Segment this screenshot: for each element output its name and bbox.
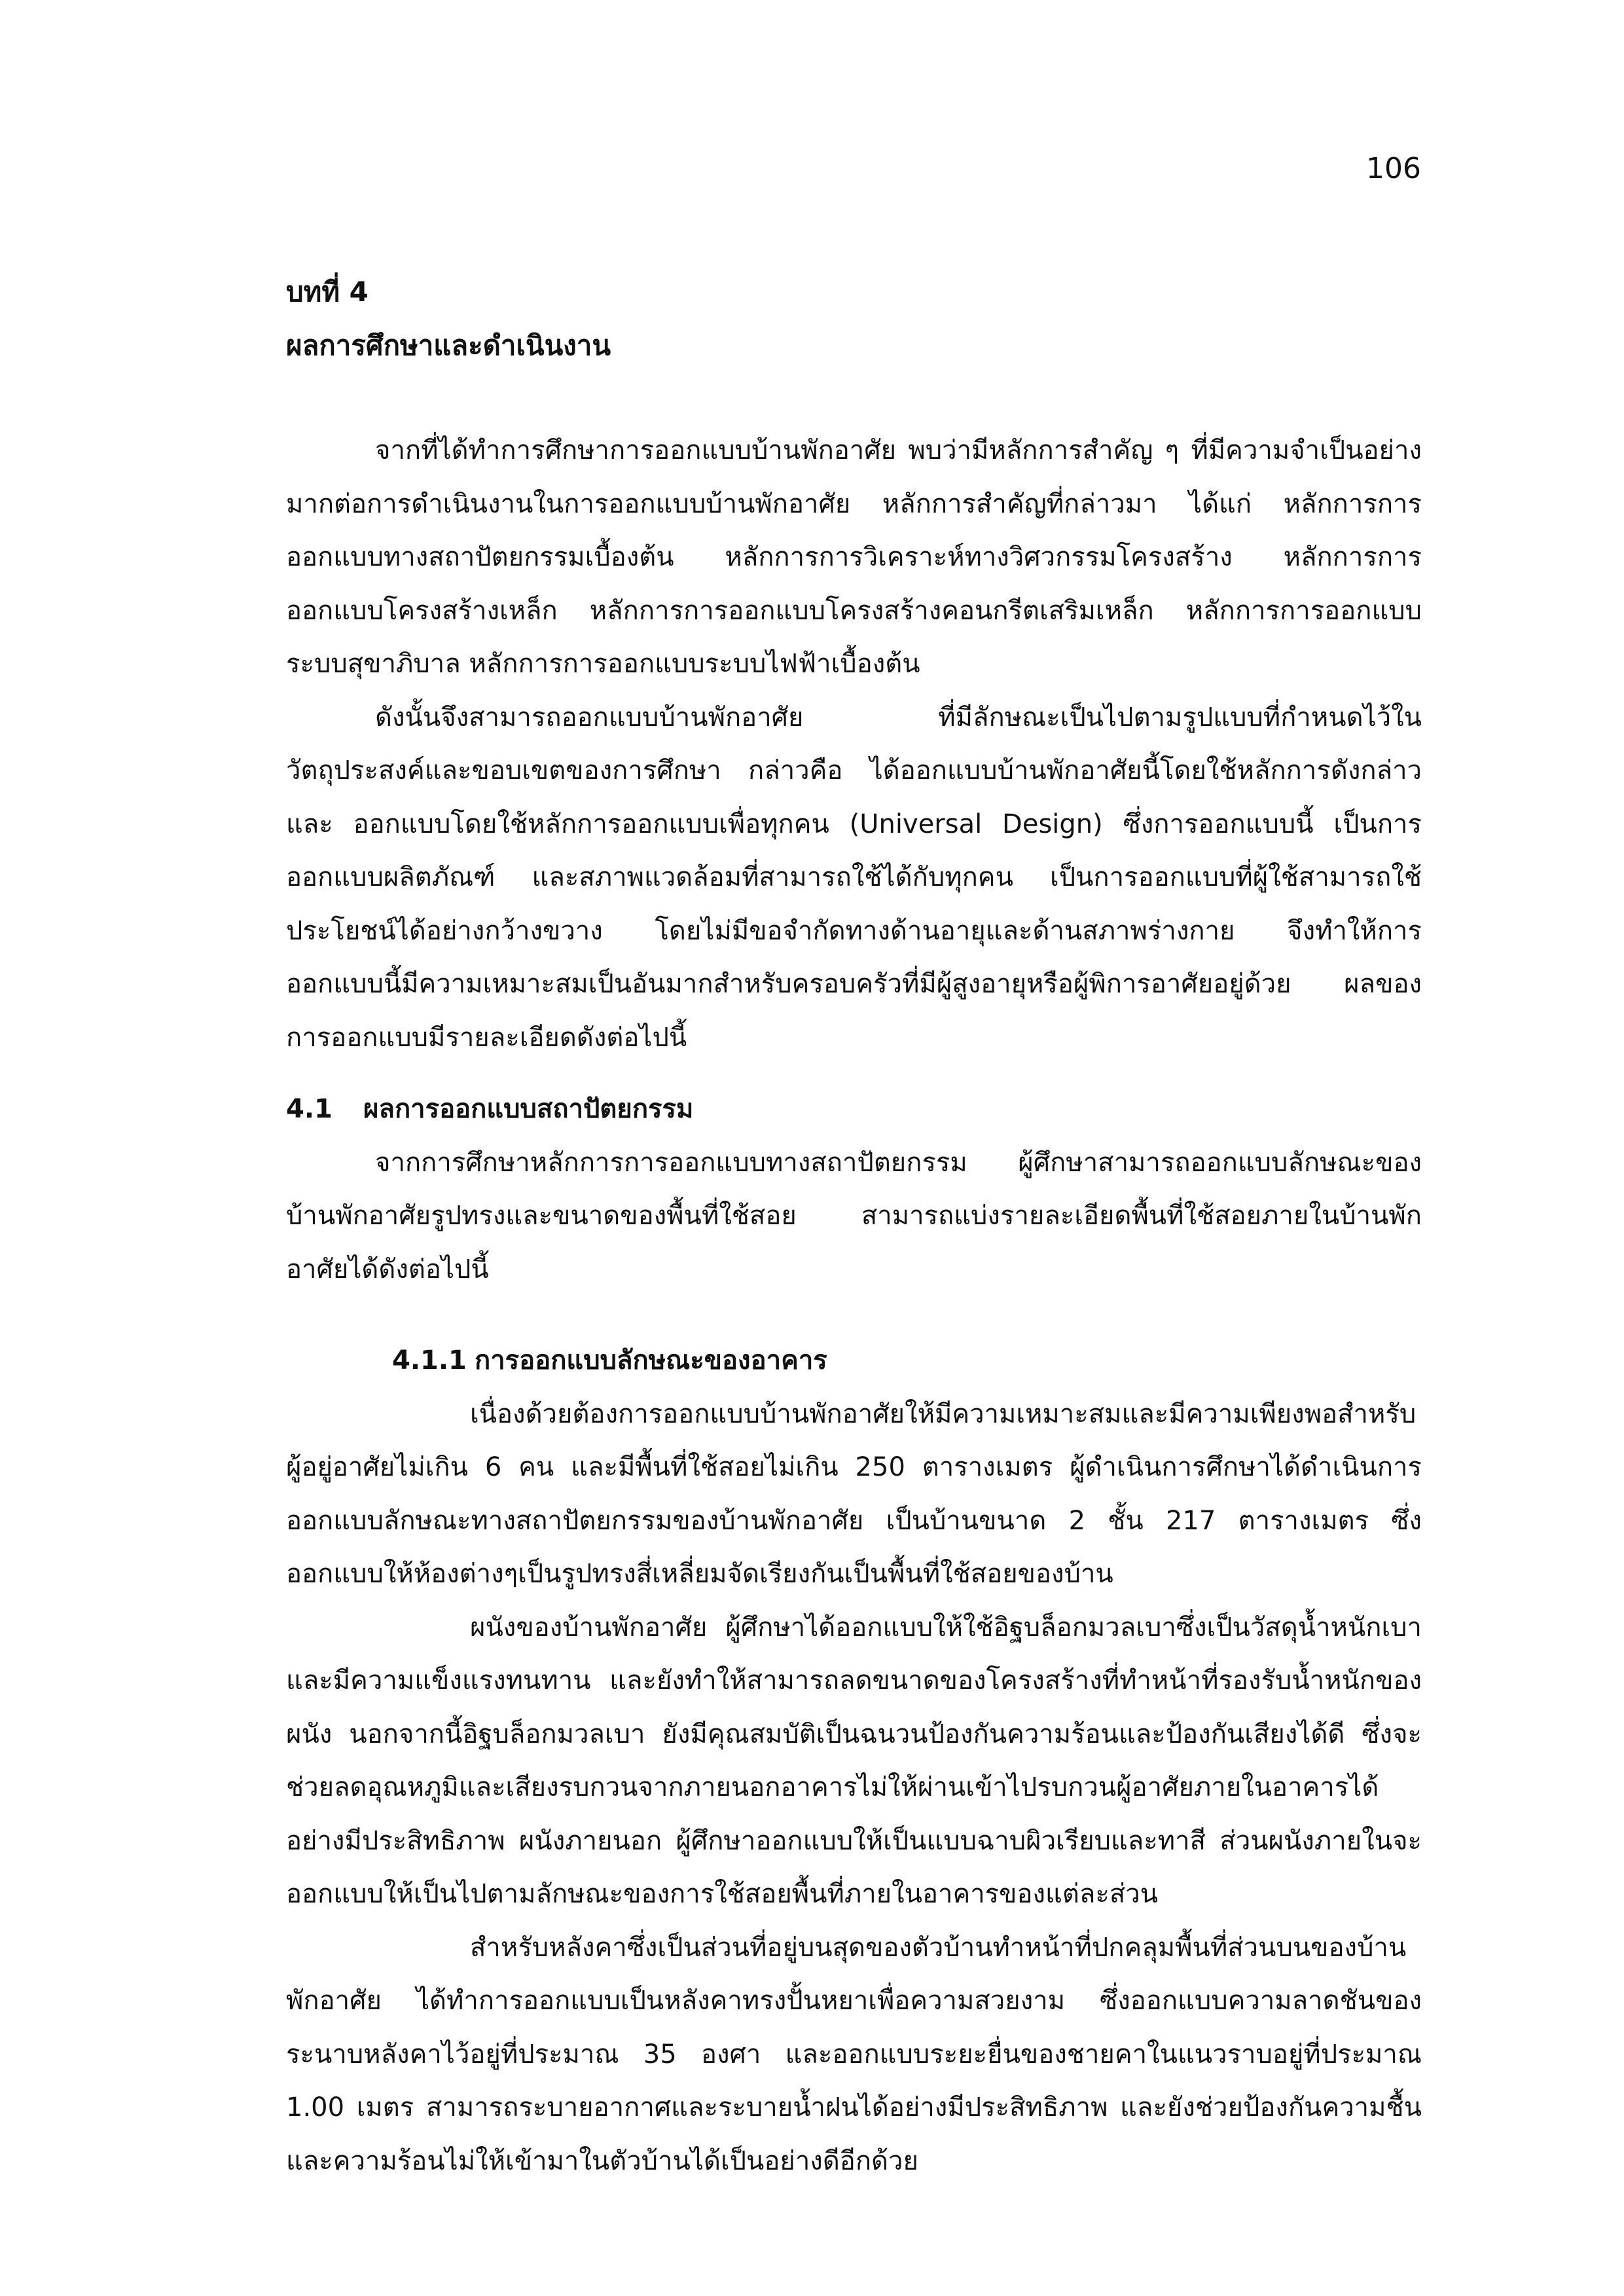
- section-4-1-1-paragraph-2: ผนังของบ้านพักอาศัย ผู้ศึกษาได้ออกแบบให้ใช้อิฐบล็อกมวลเบาซึ่งเป็นวัสดุน้ำหนักเบาและมีความแข็งแรงทนทาน และยังทำให้สามารถลดขนาดของโครงสร้างที่ทำหน้าที่รองรับน้ำหนักของผนัง นอกจากนี้อิฐบล็อกมวลเบา ยังมีคุณสมบัติเป็นฉนวนป้องกันความร้อนและป้องกันเสียงได้ดี ซึ่งจะช่วยลดอุณหภูมิและเสียงรบกวนจากภายนอกอาคารไม่ให้ผ่านเข้าไปรบกวนผู้อาศัยภายในอาคารได้อย่างมีประสิทธิภาพ ผนังภายนอก ผู้ศึกษาออกแบบให้เป็นแบบฉาบผิวเรียบและทาสี ส่วนผนังภายในจะออกแบบให้เป็นไปตามลักษณะของการใช้สอยพื้นที่ภายในอาคารของแต่ละส่วน: [286, 1612, 1422, 1909]
- section-4-1-title: ผลการออกแบบสถาปัตยกรรม: [363, 1094, 694, 1124]
- section-4-1-paragraph: จากการศึกษาหลักการการออกแบบทางสถาปัตยกรรม ผู้ศึกษาสามารถออกแบบลักษณะของบ้านพักอาศัยรูปทรงและขนาดของพื้นที่ใช้สอย สามารถแบ่งรายละเอียดพื้นที่ใช้สอยภายในบ้านพักอาศัยได้ดังต่อไปนี้: [286, 1147, 1422, 1285]
- section-4-1-1-title: การออกแบบลักษณะของอาคาร: [475, 1345, 827, 1376]
- chapter-number: บทที่ 4: [286, 276, 369, 308]
- document-body: [286, 265, 1422, 2188]
- intro-paragraph-1: จากที่ได้ทำการศึกษาการออกแบบบ้านพักอาศัย พบว่ามีหลักการสำคัญ ๆ ที่มีความจำเป็นอย่างมากต่อการดำเนินงานในการออกแบบบ้านพักอาศัย หลักการสำคัญที่กล่าวมา ได้แก่ หลักการการออกแบบทางสถาปัตยกรรมเบื้องต้น หลักการการวิเคราะห์ทางวิศวกรรมโครงสร้าง หลักการการออกแบบโครงสร้างเหล็ก หลักการการออกแบบโครงสร้างคอนกรีตเสริมเหล็ก หลักการการออกแบบระบบสุขาภิบาล หลักการการออกแบบระบบไฟฟ้าเบื้องต้น: [286, 435, 1422, 679]
- page-number: 106: [1366, 152, 1421, 185]
- section-4-1-number: 4.1: [286, 1094, 333, 1124]
- intro-paragraph-2: ดังนั้นจึงสามารถออกแบบบ้านพักอาศัย ที่มีลักษณะเป็นไปตามรูปแบบที่กำหนดไว้ในวัตถุประสงค์และขอบเขตของการศึกษา กล่าวคือ ได้ออกแบบบ้านพักอาศัยนี้โดยใช้หลักการดังกล่าว และ ออกแบบโดยใช้หลักการออกแบบเพื่อทุกคน (Universal Design) ซึ่งการออกแบบนี้ เป็นการออกแบบผลิตภัณฑ์ และสภาพแวดล้อมที่สามารถใช้ได้กับทุกคน เป็นการออกแบบที่ผู้ใช้สามารถใช้ประโยชน์ได้อย่างกว้างขวาง โดยไม่มีขอจำกัดทางด้านอายุและด้านสภาพร่างกาย จึงทำให้การออกแบบนี้มีความเหมาะสมเป็นอันมากสำหรับครอบครัวที่มีผู้สูงอายุหรือผู้พิการอาศัยอยู่ด้วย ผลของการออกแบบมีรายละเอียดดังต่อไปนี้: [286, 702, 1422, 1053]
- section-4-1-1-heading: [286, 1334, 1422, 1388]
- section-4-1-1-paragraph-1: เนื่องด้วยต้องการออกแบบบ้านพักอาศัยให้มีความเหมาะสมและมีความเพียงพอสำหรับผู้อยู่อาศัยไม่เกิน 6 คน และมีพื้นที่ใช้สอยไม่เกิน 250 ตารางเมตร ผู้ดำเนินการศึกษาได้ดำเนินการออกแบบลักษณะทางสถาปัตยกรรมของบ้านพักอาศัย เป็นบ้านขนาด 2 ชั้น 217 ตารางเมตร ซึ่งออกแบบให้ห้องต่างๆเป็นรูปทรงสี่เหลี่ยมจัดเรียงกันเป็นพื้นที่ใช้สอยของบ้าน: [286, 1398, 1422, 1589]
- section-4-1-1-paragraph-3: สำหรับหลังคาซึ่งเป็นส่วนที่อยู่บนสุดของตัวบ้านทำหน้าที่ปกคลุมพื้นที่ส่วนบนของบ้านพักอาศัย ได้ทำการออกแบบเป็นหลังคาทรงปั้นหยาเพื่อความสวยงาม ซึ่งออกแบบความลาดชันของระนาบหลังคาไว้อยู่ที่ประมาณ 35 องศา และออกแบบระยะยื่นของชายคาในแนวราบอยู่ที่ประมาณ 1.00 เมตร สามารถระบายอากาศและระบายน้ำฝนได้อย่างมีประสิทธิภาพ และยังช่วยป้องกันความชื้นและความร้อนไม่ให้เข้ามาในตัวบ้านได้เป็นอย่างดีอีกด้วย: [286, 1932, 1422, 2176]
- section-4-1-heading: [286, 1083, 1422, 1137]
- section-4-1-1-number: 4.1.1: [392, 1345, 467, 1376]
- chapter-spacer: [286, 372, 1422, 424]
- chapter-title: ผลการศึกษาและดำเนินงาน: [286, 329, 611, 361]
